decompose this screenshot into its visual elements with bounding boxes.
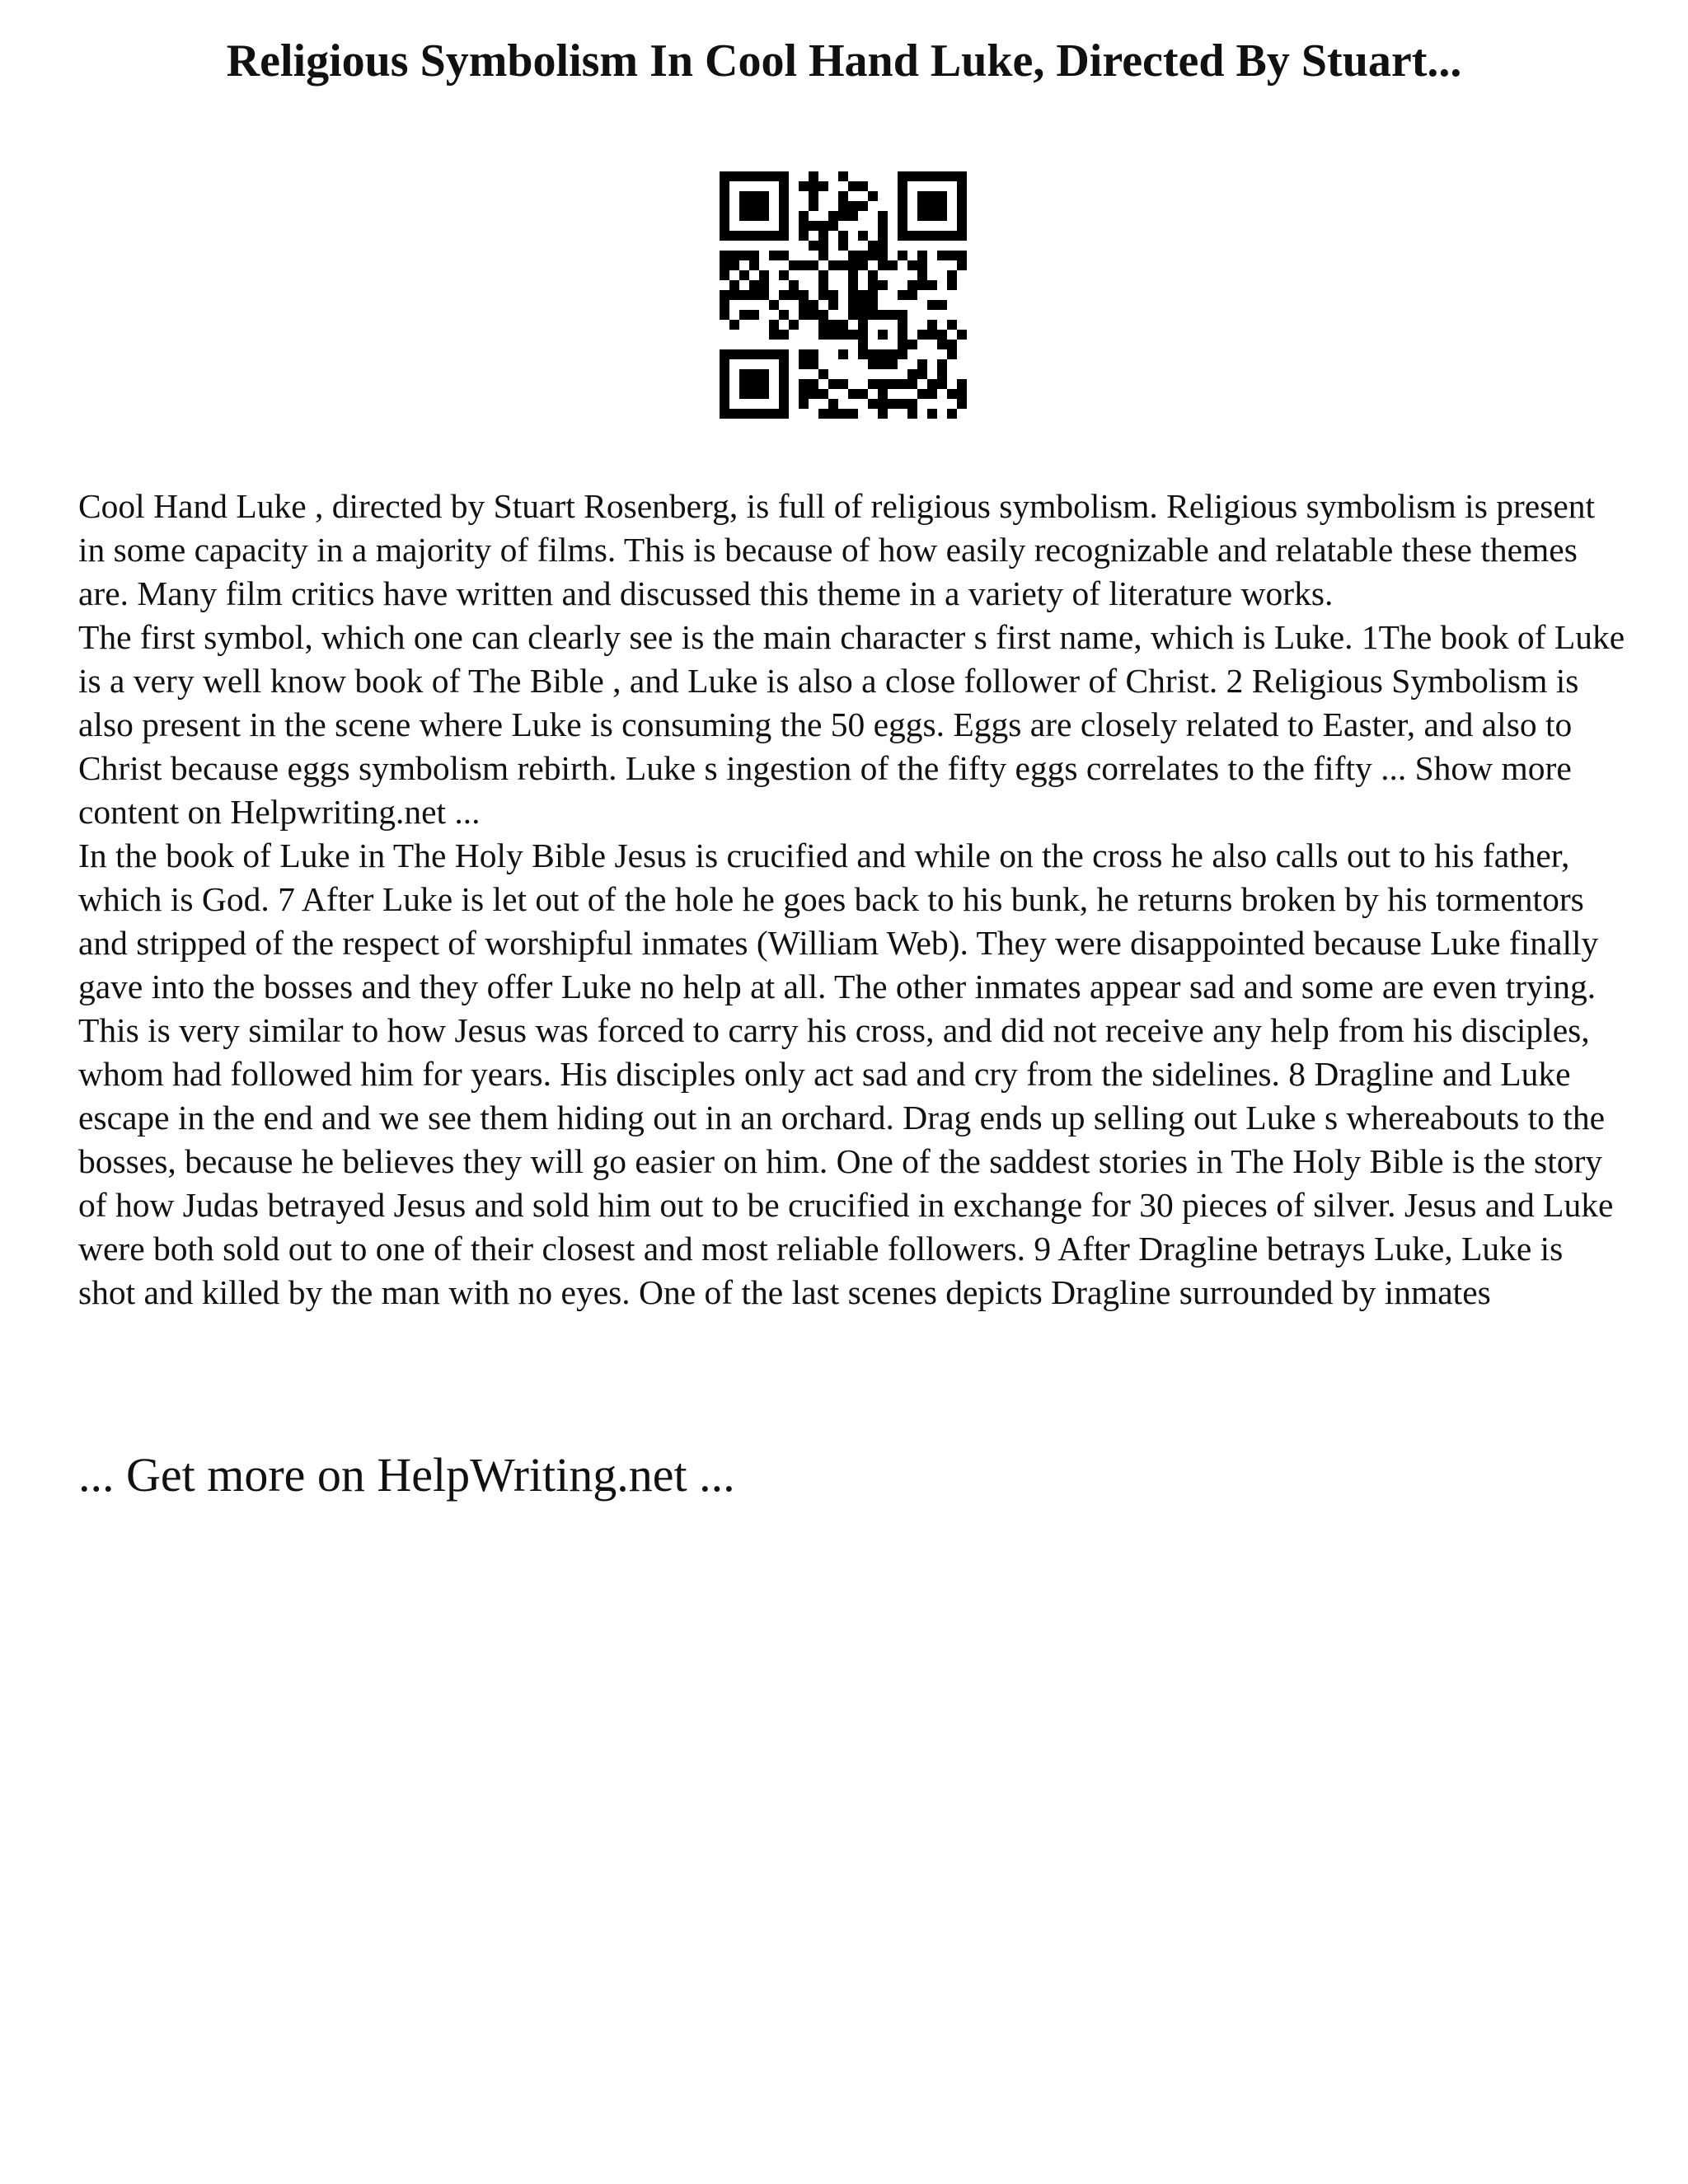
paragraph-crucifixion: In the book of Luke in The Holy Bible Jesus is crucified and while on the cross he also calls out to his father, which is God. 7 After Luke is let out of the hole he goes back to his bunk, he returns broken by his tormentors and stripped of the respect of worshipful inmates (William Web). They were disappointed because Luke finally gave into the bosses and they offer Luke no help at all. The other inmates appear sad and some are even trying. This is very similar to how Jesus was forced to carry his cross, and did not receive any help from his disciples, whom had followed him for years. His disciples only act sad and cry from the sidelines. 8 Dragline and Luke escape in the end and we see them hiding out in an orchard. Drag ends up selling out Luke s whereabouts to the bosses, because he believes they will go easier on him. One of the saddest stories in The Holy Bible is the story of how Judas betrayed Jesus and sold him out to be crucified in exchange for 30 pieces of silver. Jesus and Luke were both sold out to one of their closest and most reliable followers. 9 After Dragline betrays Luke, Luke is shot and killed by the man with no eyes. One of the last scenes depicts Dragline surrounded by inmates [78, 837, 1614, 1311]
qr-code [720, 171, 967, 419]
article-body [78, 485, 1628, 1315]
paragraph-intro: Cool Hand Luke , directed by Stuart Rosenberg, is full of religious symbolism. Religious symbolism is present in some capacity in a majority of films. This is because of how easily recognizable and relatable these themes are. Many film critics have written and discussed this theme in a variety of literature works. [78, 487, 1596, 612]
paragraph-first-symbol: The first symbol, which one can clearly see is the main character s first name, which is Luke. 1The book of Luke is a very well know book of The Bible , and Luke is also a close follower of Christ. 2 Religious Symbolism is also present in the scene where Luke is consuming the 50 eggs. Eggs are closely related to Easter, and also to Christ because eggs symbolism rebirth. Luke s ingestion of the fifty eggs correlates to the fifty ... Show more content on Helpwriting.net ... [78, 618, 1625, 831]
get-more-link[interactable]: ... Get more on HelpWriting.net ... [78, 1448, 735, 1502]
page-title: Religious Symbolism In Cool Hand Luke, Directed By Stuart... [226, 35, 1462, 87]
qr-code-graphic [720, 171, 967, 419]
